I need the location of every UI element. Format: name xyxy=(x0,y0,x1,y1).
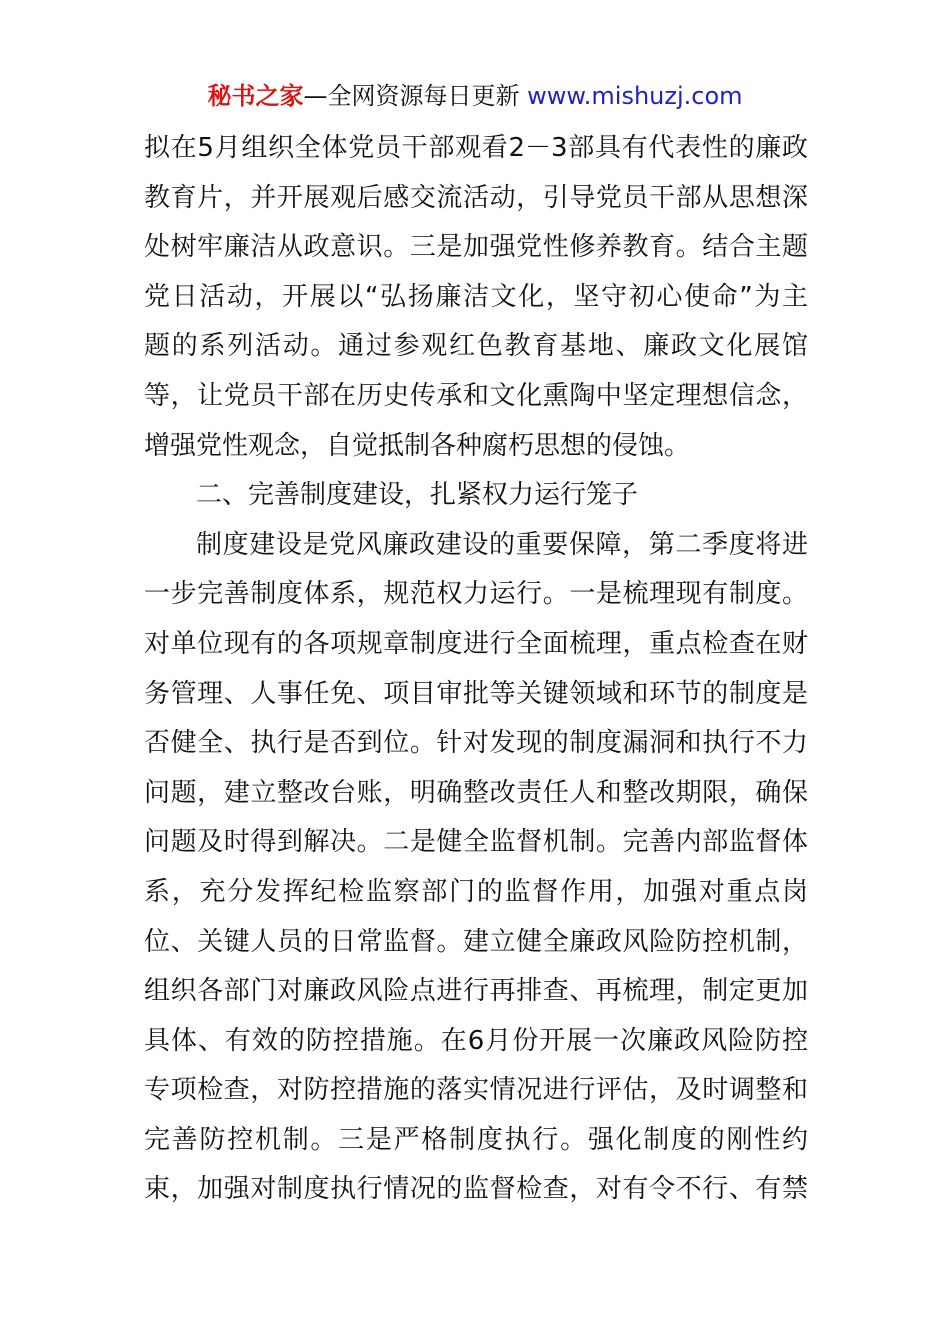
text-line: 束，加强对制度执行情况的监督检查，对有令不行、有禁 xyxy=(144,1174,808,1205)
text-line: 等，让党员干部在历史传承和文化熏陶中坚定理想信念， xyxy=(144,380,808,411)
site-url-link[interactable]: www.mishuzj.com xyxy=(527,82,743,110)
text-line: 系，充分发挥纪检监察部门的监督作用，加强对重点岗 xyxy=(144,876,808,907)
text-line: 教育片，并开展观后感交流活动，引导党员干部从思想深 xyxy=(144,182,808,213)
text-line: 对单位现有的各项规章制度进行全面梳理，重点检查在财 xyxy=(144,628,808,659)
text-line: 党日活动，开展以“弘扬廉洁文化，坚守初心使命”为主 xyxy=(144,281,808,312)
text-line: 问题及时得到解决。二是健全监督机制。完善内部监督体 xyxy=(144,827,808,858)
text-line: 否健全、执行是否到位。针对发现的制度漏洞和执行不力 xyxy=(144,728,808,759)
section-heading: 二、完善制度建设，扎紧权力运行笼子 xyxy=(196,480,639,511)
site-tagline: —全网资源每日更新 xyxy=(303,82,520,110)
text-line: 具体、有效的防控措施。在6月份开展一次廉政风险防控 xyxy=(144,1025,808,1056)
text-line: 完善防控机制。三是严格制度执行。强化制度的刚性约 xyxy=(144,1124,808,1155)
text-line: 一步完善制度体系，规范权力运行。一是梳理现有制度。 xyxy=(144,579,808,610)
text-line: 制度建设是党风廉政建设的重要保障，第二季度将进 xyxy=(196,529,808,560)
site-brand: 秘书之家 xyxy=(207,82,304,110)
text-line: 组织各部门对廉政风险点进行再排查、再梳理，制定更加 xyxy=(144,976,808,1007)
site-header xyxy=(0,80,950,112)
text-line: 位、关键人员的日常监督。建立健全廉政风险防控机制， xyxy=(144,926,808,957)
text-line: 题的系列活动。通过参观红色教育基地、廉政文化展馆 xyxy=(144,331,808,362)
text-line: 拟在5月组织全体党员干部观看2－3部具有代表性的廉政 xyxy=(144,133,808,163)
text-line: 处树牢廉洁从政意识。三是加强党性修养教育。结合主题 xyxy=(144,232,808,263)
text-line: 增强党性观念，自觉抵制各种腐朽思想的侵蚀。 xyxy=(144,430,691,461)
text-line: 务管理、人事任免、项目审批等关键领域和环节的制度是 xyxy=(144,678,808,709)
text-line: 专项检查，对防控措施的落实情况进行评估，及时调整和 xyxy=(144,1075,808,1106)
document-body xyxy=(144,124,808,1215)
text-line: 问题，建立整改台账，明确整改责任人和整改期限，确保 xyxy=(144,777,808,808)
